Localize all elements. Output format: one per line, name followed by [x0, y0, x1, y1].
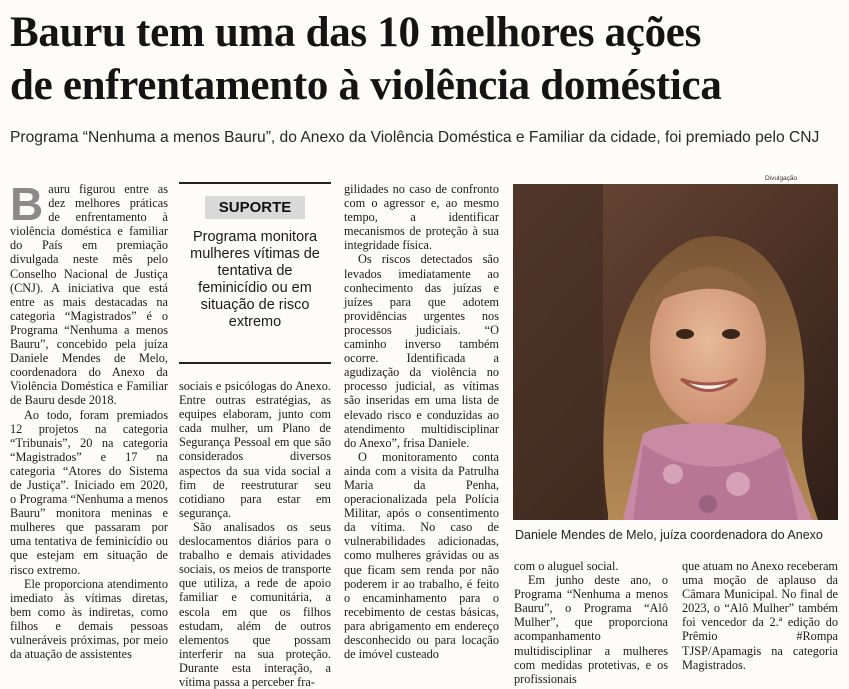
support-text: Programa monitora mulheres vítimas de tentativa de feminicídio ou em situação de risco extremo	[190, 229, 320, 330]
paragraph: sociais e psicólogas do Anexo. Entre outras estratégias, as equipes elaboram, junto com cada mulher, um Plano de Segurança Pessoal em que são considerados diversos aspectos da sua vida social a fim de reestruturar seu cotidiano para estar em segurança.	[179, 379, 331, 520]
article-column-3	[344, 182, 499, 661]
headline-line-1: Bauru tem uma das 10 melhores ações	[10, 9, 702, 56]
support-sidebar-box	[179, 182, 331, 364]
paragraph: Ele proporciona atendimento imediato às vítimas diretas, bem como às indiretas, como filhos e demais pessoas vulneráveis próximas, por meio da atuação de assistentes	[10, 576, 168, 662]
paragraph: Ao todo, foram premiados 12 projetos na categoria “Tribunais”, 20 na categoria “Magistrados” e 17 na categoria “Atores do Sistema de Justiça”. Iniciado em 2020, o Programa “Nenhuma a menos Bauru” monitora meninas e mulheres que passaram por uma tentativa de feminicídio ou que estejam em situação de risco extremo.	[10, 407, 168, 577]
paragraph: com o aluguel social.	[514, 559, 619, 573]
photo-credit: Divulgação	[765, 175, 798, 182]
paragraph: O monitoramento conta ainda com a visita da Patrulha Maria da Penha, operacionalizada pela Polícia Militar, após o consentimento da vítima. No caso de vulnerabilidades adicionadas, como mulheres grávidas ou as que ficam sem renda por não poderem ir ao trabalho, é feito o encaminhamento para o recebimento de cestas básicas, para abrigamento em endereço desconhecido ou para locação de imóvel custeado	[344, 449, 499, 662]
paragraph: gilidades no caso de confronto com o agressor e, ao mesmo tempo, a identificar mecanismos de proteção à sua integridade física.	[344, 182, 499, 253]
paragraph: São analisados os seus deslocamentos diários para o trabalho e demais atividades sociais, os meios de transporte que utiliza, a rede de apoio familiar e comunitária, a escola em que os filhos estudam, além de outros elementos que possam interferir na sua proteção. Durante esta interação, a vítima passa a perceber fra-	[179, 519, 331, 689]
drop-cap: B	[10, 178, 44, 230]
photo-caption: Daniele Mendes de Melo, juíza coordenadora do Anexo	[515, 528, 823, 542]
portrait-illustration	[513, 184, 838, 520]
portrait-photo	[513, 184, 838, 520]
support-tag: SUPORTE	[205, 196, 306, 219]
paragraph: Bauru figurou entre as dez melhores práticas de enfrentamento à violência doméstica e familiar do País em premiação divulgada neste mês pelo Conselho Nacional de Justiça (CNJ). A iniciativa que está entre as mais destacadas na categoria “Magistrados” é o Programa “Nenhuma a menos Bauru”, concebido pela juíza Daniele Mendes de Melo, coordenadora do Anexo da Violência Doméstica e Familiar de Bauru desde 2018.	[10, 178, 168, 408]
article-column-2	[179, 379, 331, 689]
headline-line-2: de enfrentamento à violência doméstica	[10, 62, 722, 109]
article-column-1	[10, 178, 168, 662]
paragraph: Os riscos detectados são levados imediatamente ao conhecimento das juízas e juízes para que adotem providências urgentes nos processos judiciais. “O caminho inverso também ocorre. Identificada a agudização da violência no processo judicial, as vítimas são inseridas em uma lista de elevado risco e conduzidas ao atendimento multidisciplinar do Anexo”, frisa Daniele.	[344, 252, 499, 450]
article-column-4	[514, 559, 668, 686]
paragraph: Em junho deste ano, o Programa “Nenhuma a menos Bauru”, o Programa “Alô Mulher”, que proporciona acompanhamento multidisciplinar a mulheres com medidas protetivas, e os profissionais	[514, 573, 668, 686]
subhead: Programa “Nenhuma a menos Bauru”, do Anexo da Violência Doméstica e Familiar da cidade, foi premiado pelo CNJ	[10, 129, 820, 146]
article-column-5	[682, 559, 838, 672]
paragraph: que atuam no Anexo receberam uma moção de aplauso da Câmara Municipal. No final de 2023, o “Alô Mulher” também foi vencedor da 2.ª edição do Prêmio #Rompa TJSP/Apamagis na categoria Magistrados.	[682, 559, 838, 672]
headline	[10, 6, 845, 112]
